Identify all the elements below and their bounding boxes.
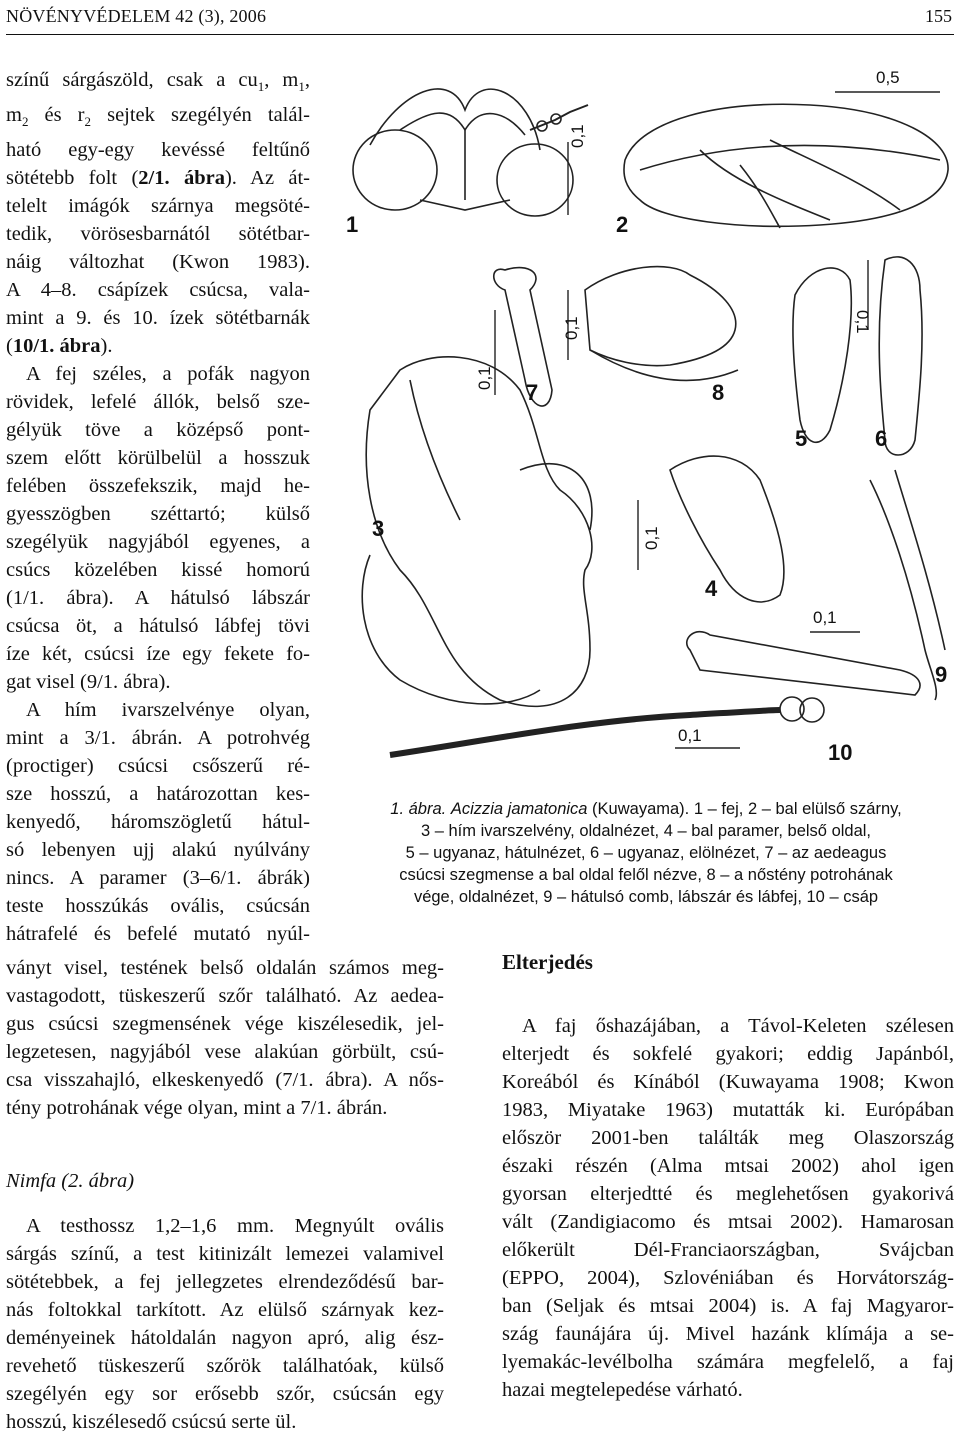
text-line: felében összefekszik, majd he- (6, 475, 310, 498)
panel-label-9: 9 (935, 662, 948, 687)
text-line: A testhossz 1,2–1,6 mm. Megnyúlt ovális (26, 1215, 444, 1237)
text-line: Koreából és Kínából (Kuwayama 1908; Kwon (502, 1071, 954, 1093)
page-number: 155 (925, 6, 952, 26)
text-line: hátrafelé és befelé mutató nyúl- (6, 923, 310, 946)
text-line: só lebenyen ujj alakú nyúlvány (6, 839, 310, 862)
text-line: gyesszögben széttartó; külső (6, 503, 310, 526)
text-line: mint a 9. és 10. ízek sötétbarnák (6, 307, 310, 330)
text-line: ható egy-egy kevéssé feltűnő (6, 139, 310, 162)
left-column-narrow (6, 66, 310, 948)
text-line: 1983, Miyatake 1963) mutatták ki. Európában (502, 1099, 954, 1121)
text-line: ványt visel, testének belső oldalán számos meg- (6, 957, 444, 979)
header-rule (6, 34, 954, 35)
text-line: tény potrohának vége olyan, mint a 7/1. ábrán. (6, 1097, 388, 1119)
text-line: rövidek, lefelé állók, belső sze- (6, 391, 310, 414)
figure-drawings (340, 50, 960, 790)
text-line: hosszú, kiszélesedő csúcsú serte ül. (6, 1411, 297, 1433)
scale-label: 0,1 (813, 608, 837, 627)
caption-line: 5 – ugyanaz, hátulnézet, 6 – ugyanaz, elölnézet, 7 – az aedeagus (405, 844, 887, 862)
hind-leg-drawing (687, 632, 920, 695)
caption-line: csúcsi szegmense a bal oldal felől nézve, 8 – a nőstény potrohának (399, 866, 893, 884)
text-line: legzetesen, nagyjából vese alakúan görbült, csú- (6, 1041, 444, 1063)
nimfa-paragraph (6, 1212, 444, 1436)
text-line: telelt imágók szárnya megsöté- (6, 195, 310, 218)
aedeagus-drawing (494, 268, 552, 406)
text-line: sötétebb folt (2/1. ábra). Az át- (6, 167, 311, 190)
scale-label: 0,1 (568, 124, 587, 148)
text-line: nás foltokkal tarkított. Az elülső szárnyak kez- (6, 1299, 444, 1321)
panel-label-8: 8 (712, 380, 725, 405)
journal-title: NÖVÉNYVÉDELEM 42 (3), 2006 (6, 6, 267, 26)
scale-label: 0,1 (562, 316, 581, 340)
text-line: (10/1. ábra). (6, 335, 113, 358)
text-line: teste hosszúkás ovális, csúcsán (6, 895, 310, 918)
text-line: északi részén (Alma mtsai 2002) ahol igen (502, 1155, 954, 1177)
caption-lead: 1. ábra. (390, 800, 447, 818)
text-line: szegélyük nagyjából egyenes, a (6, 531, 310, 554)
left-column-wide (6, 954, 444, 1122)
panel-label-6: 6 (875, 426, 888, 451)
caption-line: (Kuwayama). 1 – fej, 2 – bal elülső szárny, (587, 800, 902, 818)
elterjedes-paragraph (502, 1012, 954, 1404)
caption-line: vége, oldalnézet, 9 – hátulsó comb, lábszár és lábfej, 10 – csáp (413, 888, 879, 906)
caption-species: Acizzia jamatonica (450, 800, 588, 818)
text-line: sze hosszú, a határozottan kes- (6, 783, 310, 806)
text-line: gus csúcsi szegmensének vége kiszélesedik, jel- (6, 1013, 444, 1035)
figure-plate (340, 50, 960, 790)
running-header (6, 4, 952, 30)
text-line: szág faunájára új. Mivel hazánk klímája a se- (502, 1323, 954, 1345)
scale-label: 0,1 (678, 726, 702, 745)
text-line: gélyük töve a középső pont- (6, 419, 310, 442)
text-line: szegélyén egy sor erősebb szőr, csúcsán egy (6, 1383, 444, 1405)
forewing-drawing (624, 104, 948, 228)
text-line: A fej széles, a pofák nagyon (26, 363, 310, 386)
female-terminalia-drawing (585, 267, 736, 366)
panel-label-2: 2 (616, 212, 629, 237)
panel-label-4: 4 (705, 576, 718, 601)
head-drawing (353, 89, 588, 216)
text-line: (proctiger) csúcsi csőszerű ré- (6, 755, 310, 778)
text-line: lyemakác-levélbolha számára megfelelő, a faj (502, 1351, 954, 1373)
text-line: (1/1. ábra). A hátulsó lábszár (6, 587, 310, 610)
panel-label-1: 1 (346, 212, 359, 237)
text-line: szem előtt körülbelül a hosszuk (6, 447, 310, 470)
text-line: A hím ivarszelvénye olyan, (26, 699, 310, 722)
text-line: gat visel (9/1. ábra). (6, 671, 171, 694)
scale-label: 0,5 (876, 68, 900, 87)
nimfa-heading: Nimfa (2. ábra) (6, 1170, 135, 1192)
text-line: A faj őshazájában, a Távol-Keleten szélesen (522, 1015, 954, 1037)
text-line: náig változhat (Kwon 1983). (6, 251, 310, 274)
text-line: csúcs közelében kissé homorú (6, 559, 310, 582)
panel-label-10: 10 (828, 740, 853, 765)
text-line: előkerült Dél-Franciaországban, Svájcban (502, 1239, 954, 1261)
text-line: nincs. A paramer (3–6/1. ábrák) (6, 867, 310, 890)
paramere-inner-drawing (670, 456, 784, 602)
text-line: vastagodott, tüskeszerű szőr található. Az aedea- (6, 985, 444, 1007)
text-line: sötétebbek, a fej jellegzetes elrendeződésű bar- (6, 1271, 444, 1293)
panel-label-5: 5 (795, 426, 808, 451)
caption-line: 3 – hím ivarszelvény, oldalnézet, 4 – bal paramer, belső oldal, (420, 822, 872, 840)
text-line: hazai megtelepedése várható. (502, 1379, 743, 1401)
figure-caption (342, 798, 950, 908)
text-line: tedik, vörösesbarnától sötétbar- (6, 223, 310, 246)
text-line: ban (Seljak és mtsai 2004) is. A faj Magyaror- (502, 1295, 954, 1317)
paramere-posterior-drawing (793, 268, 851, 442)
text-line: vált (Zandigiacomo és mtsai 2002). Hamarosan (502, 1211, 954, 1233)
text-line: mint a 3/1. ábrán. A potrohvég (6, 727, 310, 750)
text-line: $m_2$ és $r_2$ sejtek szegélyén talál- (6, 104, 310, 130)
text-line: gyorsan elterjedtté és meglehetősen gyakorivá (502, 1183, 954, 1205)
text-line: (EPPO, 2004), Szlovéniában és Horvátország- (502, 1267, 954, 1289)
text-line: először 2001-ben találták meg Olaszország (502, 1127, 954, 1149)
section-heading-elterjedes: Elterjedés (502, 950, 593, 974)
text-line: elterjedt és sokfelé gyakori; eddig Japánból, (502, 1043, 954, 1065)
scale-label: 0,1 (642, 526, 661, 550)
text-line: csúcsa öt, a hátulsó lábfej tövi (6, 615, 310, 638)
text-line: színű sárgászöld, csak a $cu_1$, $m_1$, (6, 69, 310, 95)
text-line: íze két, csúcsi íze egy fekete fo- (6, 643, 310, 666)
text-line: csa visszahajló, elkeskenyedő (7/1. ábra). A nős- (6, 1069, 444, 1091)
panel-label-3: 3 (372, 516, 385, 541)
text-line: kenyedő, háromszögletű hátul- (6, 811, 310, 834)
text-line: deményeinek hátoldalán nagyon apró, alig ész- (6, 1327, 444, 1349)
male-segment-drawing (366, 357, 592, 707)
text-line: revehető tüskeszerű szőrök találhatóak, külső (6, 1355, 444, 1377)
text-line: A 4–8. csápízek csúcsa, vala- (6, 279, 310, 302)
panel-label-7: 7 (526, 380, 539, 405)
scale-label: 0,1 (853, 310, 872, 334)
text-line: sárgás színű, a test kitinizált lemezei valamivel (6, 1243, 444, 1265)
scale-label: 0,1 (475, 366, 494, 390)
